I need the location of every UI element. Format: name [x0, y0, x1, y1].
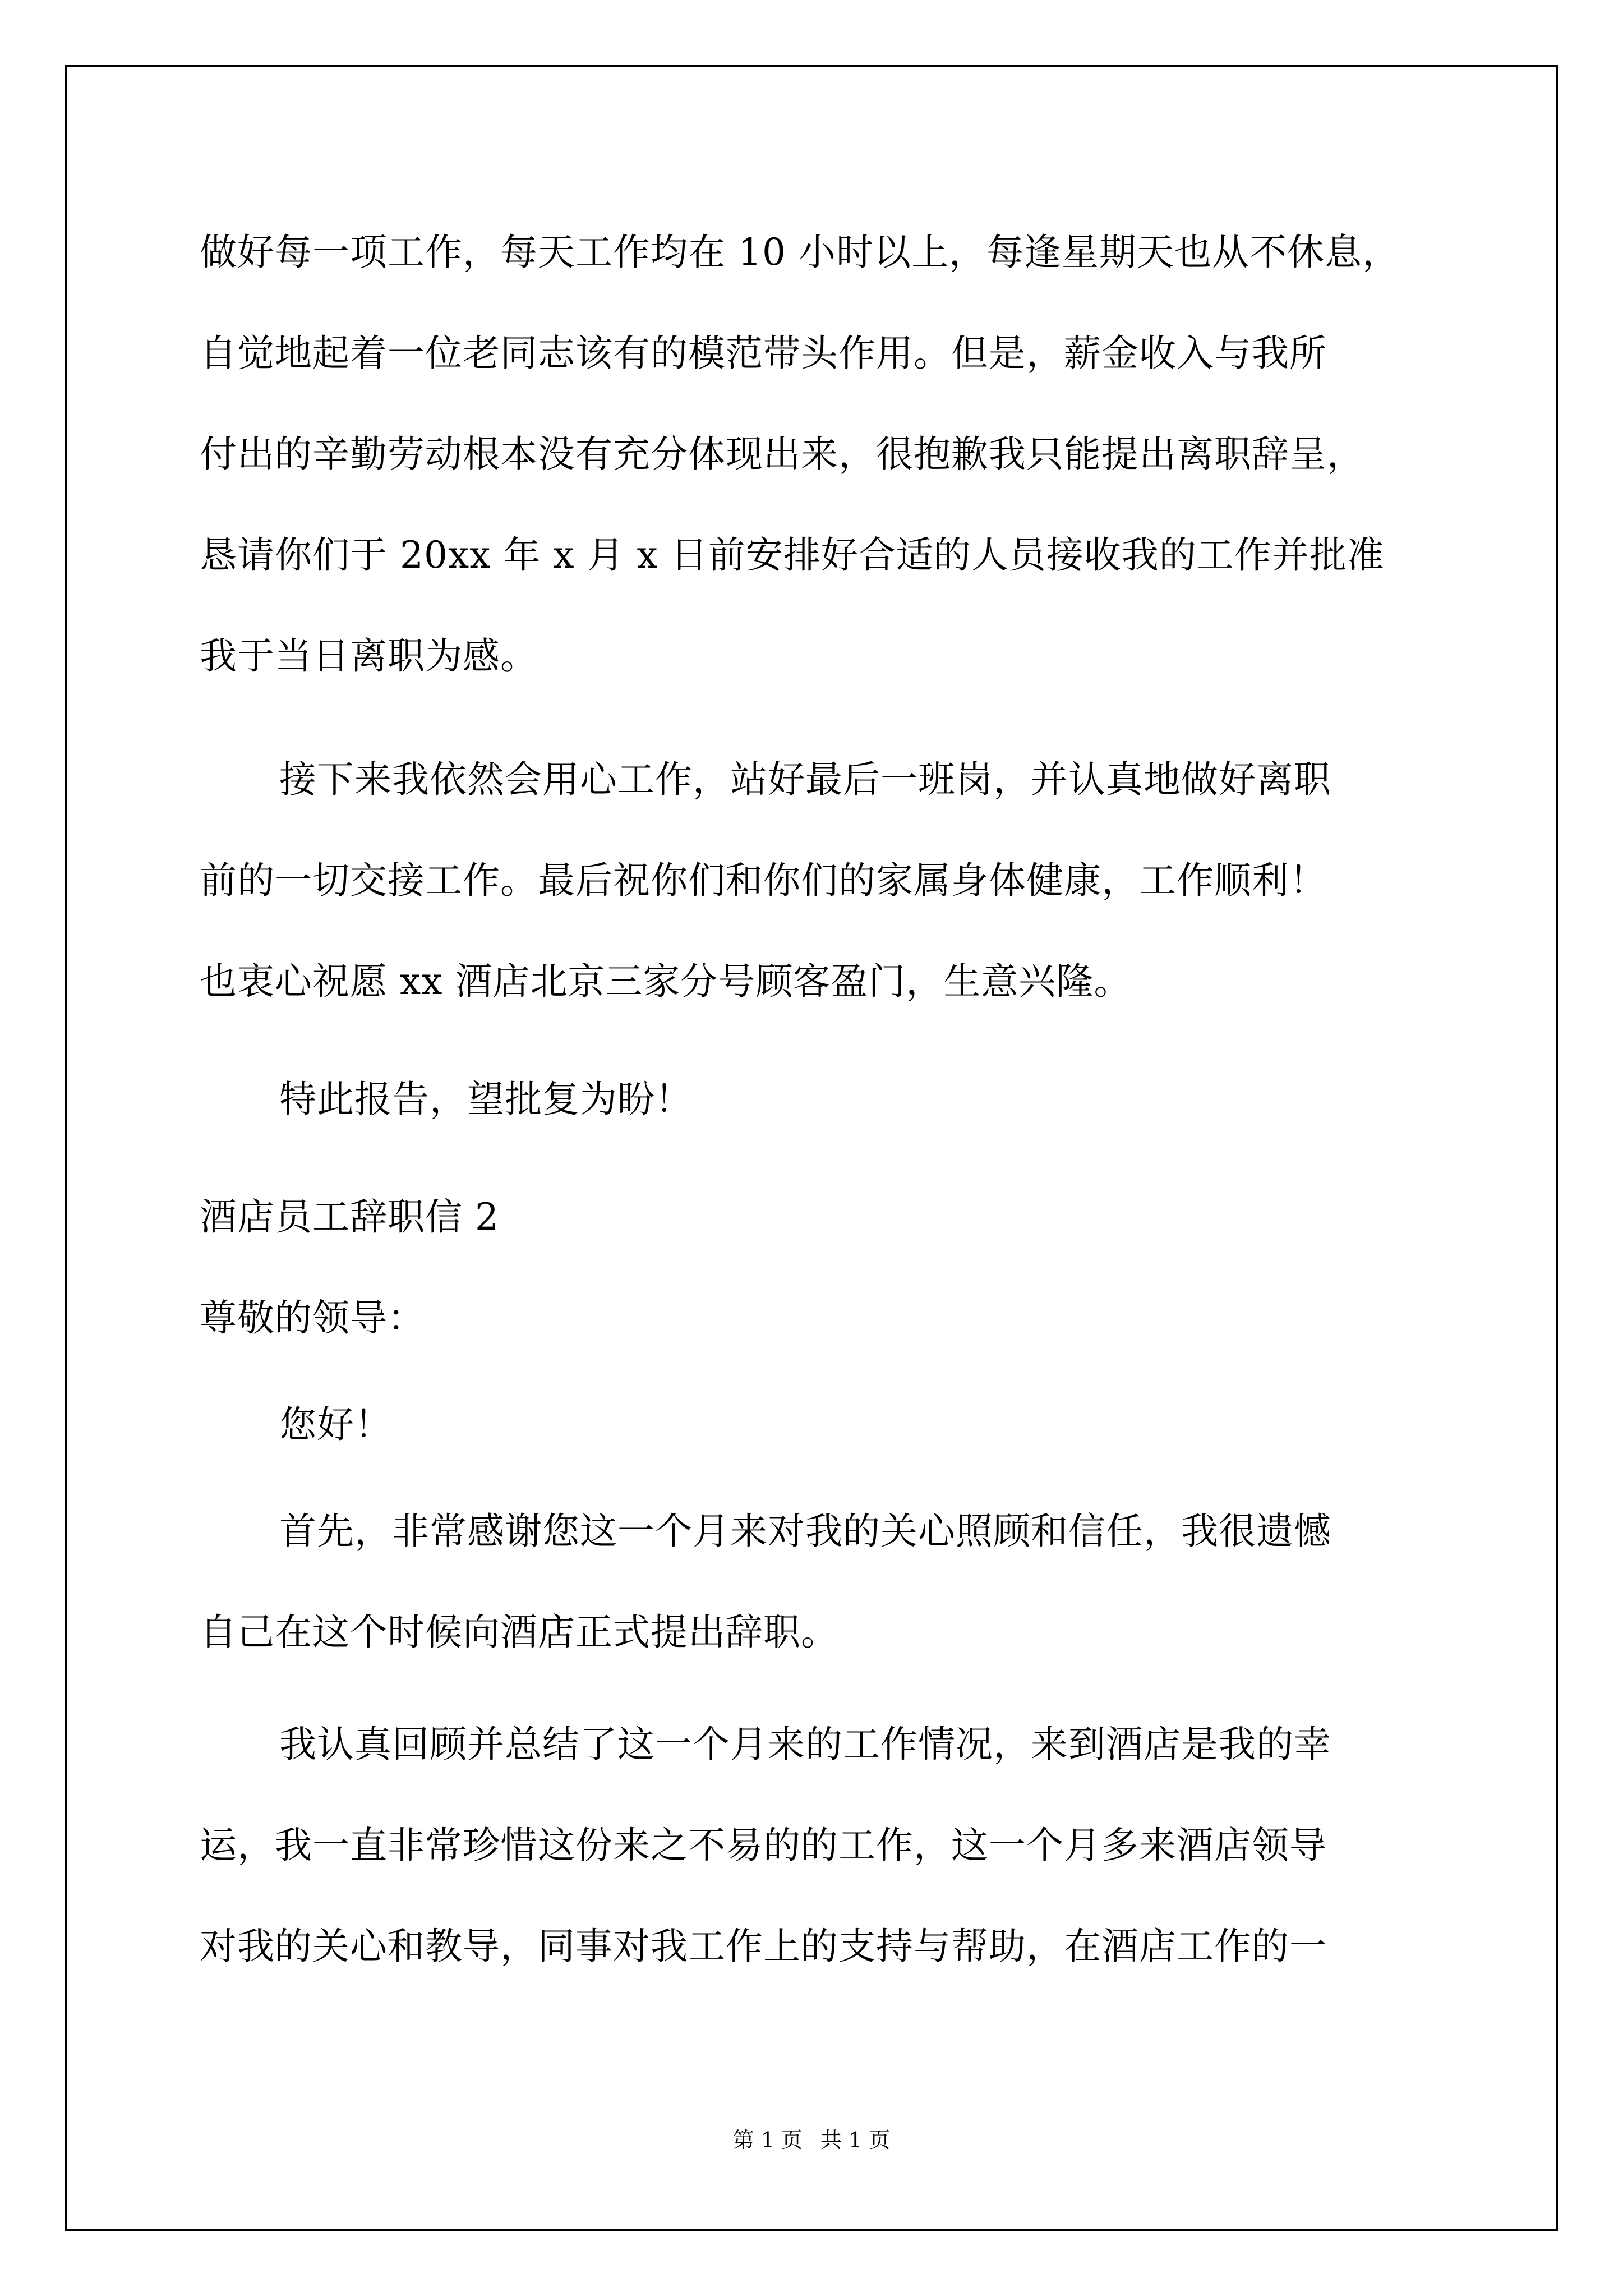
body-line-9: 特此报告，望批复为盼！ — [279, 1078, 693, 1121]
salutation: 尊敬的领导： — [200, 1296, 425, 1340]
letter-title: 酒店员工辞职信 2 — [200, 1195, 499, 1239]
body-line-13: 首先，非常感谢您这一个月来对我的关心照顾和信任，我很遗憾 — [279, 1510, 1331, 1553]
body-line-16: 运，我一直非常珍惜这份来之不易的的工作，这一个月多来酒店领导 — [200, 1824, 1327, 1867]
page-border — [65, 65, 1558, 2231]
greeting: 您好！ — [279, 1403, 392, 1446]
body-line-8: 也衷心祝愿 xx 酒店北京三家分号顾客盈门，生意兴隆。 — [200, 960, 1132, 1003]
body-line-15: 我认真回顾并总结了这一个月来的工作情况，来到酒店是我的幸 — [279, 1723, 1331, 1766]
body-line-17: 对我的关心和教导，同事对我工作上的支持与帮助，在酒店工作的一 — [200, 1925, 1327, 1968]
body-line-3: 付出的辛勤劳动根本没有充分体现出来，很抱歉我只能提出离职辞呈， — [200, 432, 1364, 476]
page-total: 共 1 页 — [820, 2128, 891, 2152]
page-number: 第 1 页 — [732, 2128, 803, 2152]
body-line-7: 前的一切交接工作。最后祝你们和你们的家属身体健康，工作顺利！ — [200, 859, 1327, 902]
page-footer — [0, 2126, 1623, 2154]
body-line-14: 自己在这个时候向酒店正式提出辞职。 — [200, 1611, 838, 1654]
body-line-2: 自觉地起着一位老同志该有的模范带头作用。但是，薪金收入与我所 — [200, 332, 1327, 375]
body-line-5: 我于当日离职为感。 — [200, 634, 538, 678]
body-line-1: 做好每一项工作，每天工作均在 10 小时以上，每逢星期天也从不休息， — [200, 231, 1400, 274]
body-line-6: 接下来我依然会用心工作，站好最后一班岗，并认真地做好离职 — [279, 758, 1331, 801]
body-line-4: 恳请你们于 20xx 年 x 月 x 日前安排好合适的人员接收我的工作并批准 — [200, 533, 1385, 577]
